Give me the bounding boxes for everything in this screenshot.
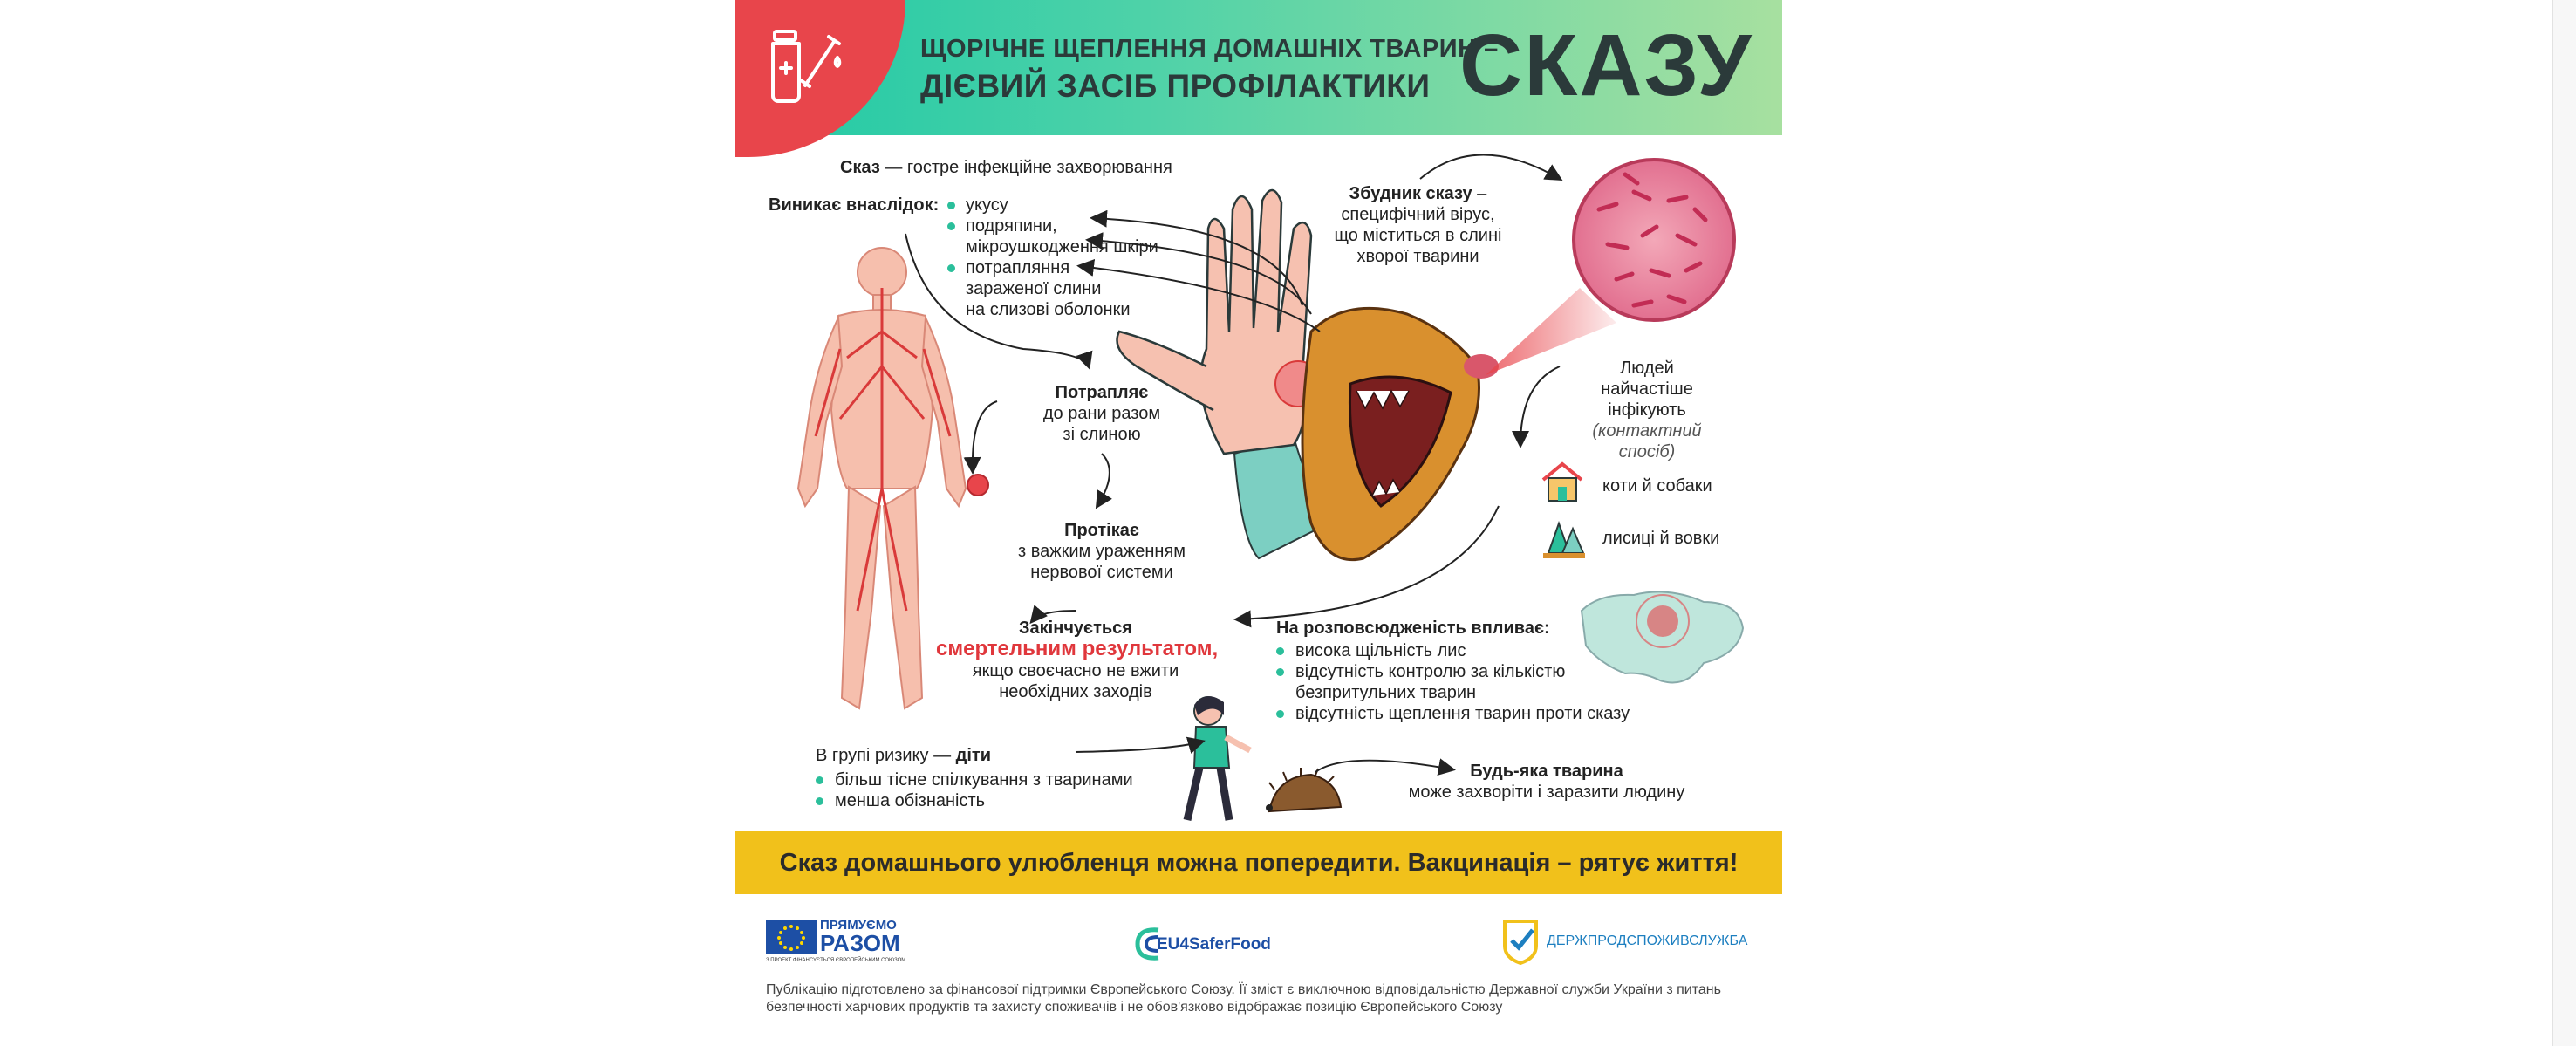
- risk-heading: В групі ризику — діти: [816, 746, 991, 765]
- cats-dogs-label: коти й собаки: [1602, 476, 1712, 496]
- slogan-text: Сказ домашнього улюбленця можна попередити. Вакцинація – рятує життя!: [779, 849, 1739, 877]
- fatal-outcome-text: смертельним результатом: [936, 637, 1213, 660]
- causes-list: [947, 195, 1158, 320]
- causes-label: Виникає внаслідок:: [769, 195, 940, 215]
- header-line-1: ЩОРІЧНЕ ЩЕПЛЕННЯ ДОМАШНІХ ТВАРИН –: [920, 35, 1499, 63]
- stage-enters: Потрапляє до рани разом зі слиною: [1042, 383, 1161, 444]
- cause-item-scratch: подряпини,: [947, 215, 1158, 236]
- page-scrollbar[interactable]: [2552, 0, 2576, 1046]
- pathogen-text: Збудник сказу – специфічний вірус, що міститься в слині хворої тварини: [1334, 184, 1502, 266]
- risk-item: більш тісне спілкування з тваринами: [816, 769, 1133, 790]
- angry-dog-illustration: [1302, 308, 1499, 559]
- dps-check-icon: [1501, 918, 1540, 965]
- spread-label: На розповсюдженість впливає:: [1276, 619, 1550, 638]
- spread-list: [1276, 640, 1630, 724]
- footer-disclaimer: Публікацію підготовлено за фінансової підтримки Європейського Союзу. Її зміст є виключною відповідальністю Державної служби України з питань безпечності харчових продуктів та захисту споживачів і не обов'язково відображає позицію Європейського Союзу: [766, 982, 1721, 1015]
- spread-item: висока щільність лис: [1276, 640, 1630, 661]
- vaccine-syringe-icon: [766, 24, 844, 107]
- cause-item-saliva-cont-1: зараженої слини: [966, 279, 1102, 298]
- any-animal-text: Будь-яка тварина може захворіти і заразити людину: [1408, 762, 1685, 802]
- virus-microscope-illustration: [1574, 160, 1734, 320]
- risk-list: [816, 769, 1133, 811]
- header-line-2: ДІЄВИЙ ЗАСІБ ПРОФІЛАКТИКИ: [920, 68, 1431, 104]
- rabies-poster: [735, 0, 1782, 1046]
- definition-term: Сказ: [840, 158, 880, 177]
- eu4saferfood-logo: EU4SaferFood: [1132, 923, 1289, 967]
- stage-course: Протікає з важким ураженням нервової системи: [1017, 521, 1186, 582]
- definition-text: [840, 157, 1172, 178]
- slogan-bar: [735, 831, 1782, 894]
- cause-item-bite: укусу: [947, 195, 1158, 215]
- eu-flag-icon: [766, 920, 817, 954]
- hedgehog-illustration: [1266, 768, 1341, 811]
- forest-animals-icon: [1543, 523, 1585, 558]
- cause-item-scratch-cont: мікроушкодження шкіри: [966, 237, 1158, 256]
- risk-item: менша обізнаність: [816, 790, 1133, 811]
- dps-logo: ДЕРЖПРОДСПОЖИВСЛУЖБА: [1501, 918, 1763, 967]
- cause-item-saliva-cont-2: на слизові оболонки: [966, 300, 1131, 319]
- child-illustration: [1187, 696, 1250, 820]
- header-banner: [735, 0, 1782, 135]
- spread-item: відсутність щеплення тварин проти сказу: [1276, 703, 1630, 724]
- infection-text: Людей найчастіше інфікують (контактний спосіб): [1592, 359, 1702, 461]
- spread-item: відсутність контролю за кількістю: [1276, 661, 1630, 682]
- foxes-wolves-label: лисиці й вовки: [1602, 529, 1720, 548]
- header-big-word: СКАЗУ: [1459, 17, 1753, 114]
- definition-rest: — гостре інфекційне захворювання: [879, 158, 1172, 177]
- cause-item-saliva: потрапляння: [947, 257, 1158, 278]
- spread-item-cont: безпритульних тварин: [1295, 683, 1477, 702]
- eu-logo: ПРЯМУЄМО РАЗОМ З ПРОЕКТ ФІНАНСУЄТЬСЯ ЄВРОПЕЙСЬКИМ СОЮЗОМ: [766, 918, 906, 963]
- stage-ends: Закінчується смертельним результатом, якщо своєчасно не вжити необхідних заходів: [936, 619, 1219, 701]
- house-pets-icon: [1543, 464, 1582, 501]
